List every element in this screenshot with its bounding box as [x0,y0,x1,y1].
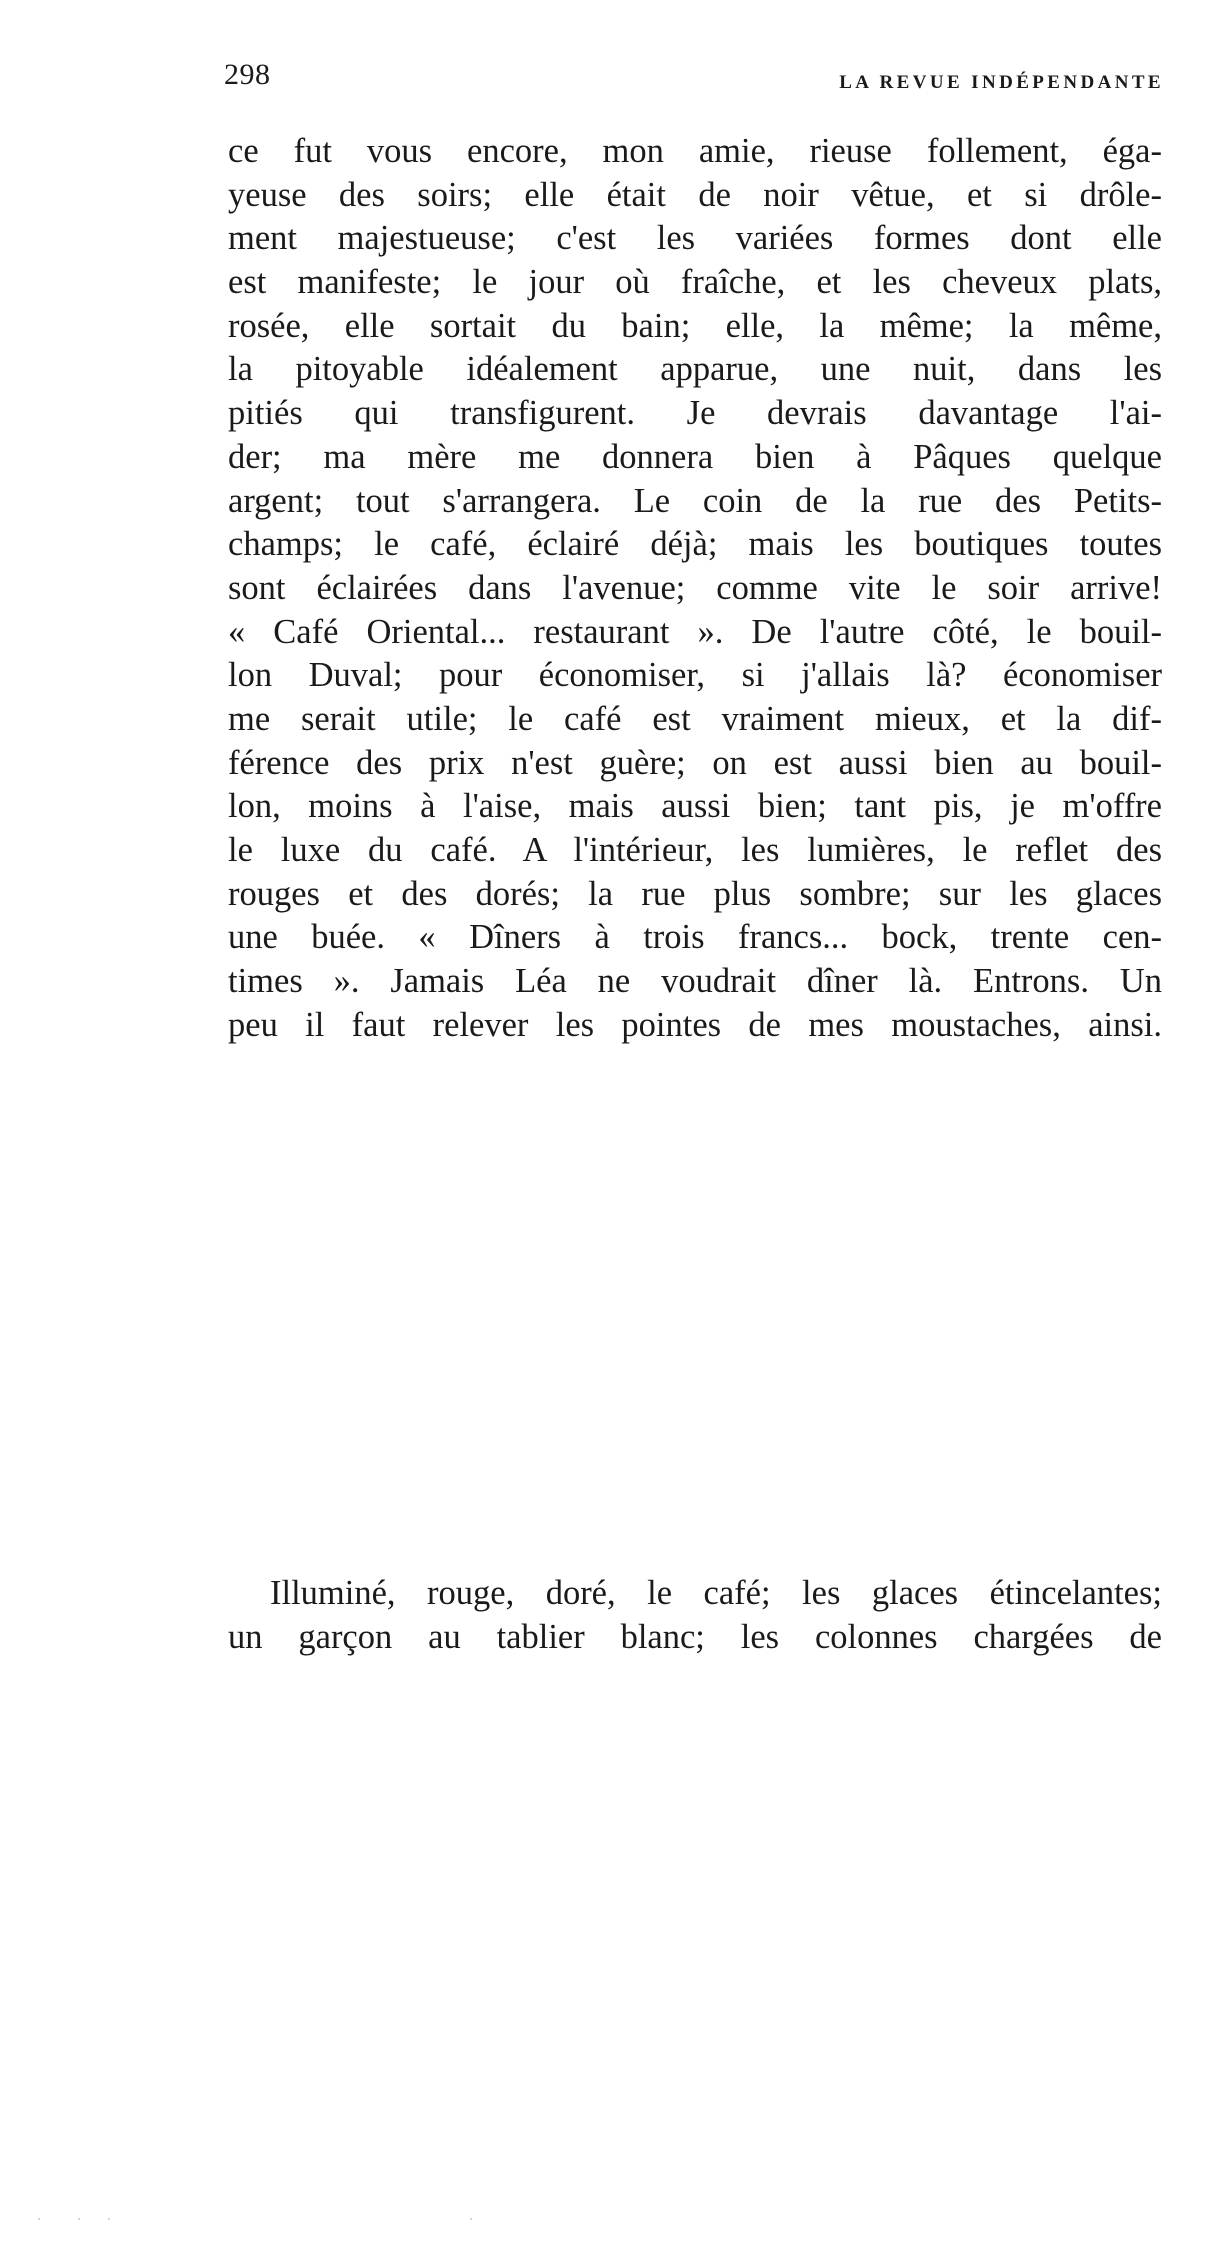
text-line: times ». Jamais Léa ne voudrait dîner là. Entrons. Un [228,962,1162,1001]
text-line: me serait utile; le café est vraiment mieux, et la dif- [228,699,1162,738]
text-line: rosée, elle sortait du bain; elle, la même; la même, [228,306,1162,345]
paragraph [228,1572,1162,1659]
scan-speck [78,2218,80,2220]
text-line: sont éclairées dans l'avenue; comme vite le soir arrive! [228,568,1162,607]
text-line: férence des prix n'est guère; on est aussi bien au bouil- [228,743,1162,782]
text-line: une buée. « Dîners à trois francs... bock, trente cen- [228,918,1162,957]
text-line: rouges et des dorés; la rue plus sombre; sur les glaces [228,874,1162,913]
scan-speck [108,2218,110,2220]
text-line: la pitoyable idéalement apparue, une nuit, dans les [228,350,1162,389]
text-line: peu il faut relever les pointes de mes moustaches, ainsi. [228,1005,1162,1044]
scan-speck [38,2218,40,2220]
page-number: 298 [224,58,271,91]
text-line: argent; tout s'arrangera. Le coin de la rue des Petits- [228,481,1162,520]
text-line: un garçon au tablier blanc; les colonnes chargées de [228,1617,1162,1656]
text-line: Illuminé, rouge, doré, le café; les glaces étincelantes; [270,1574,1162,1612]
text-line: champs; le café, éclairé déjà; mais les boutiques toutes [228,525,1162,564]
text-line: est manifeste; le jour où fraîche, et les cheveux plats, [228,263,1162,302]
text-line: yeuse des soirs; elle était de noir vêtue, et si drôle- [228,175,1162,214]
text-line: ment majestueuse; c'est les variées formes dont elle [228,219,1162,258]
text-line: lon, moins à l'aise, mais aussi bien; tant pis, je m'offre [228,787,1162,826]
paragraph [228,130,1162,1047]
text-line: pitiés qui transfigurent. Je devrais davantage l'ai- [228,394,1162,433]
text-line: ce fut vous encore, mon amie, rieuse follement, éga- [228,132,1162,170]
text-line: « Café Oriental... restaurant ». De l'autre côté, le bouil- [228,612,1162,651]
running-title: LA REVUE INDÉPENDANTE [839,72,1164,93]
running-header [224,58,1164,98]
scan-speck [470,2218,472,2220]
text-line: lon Duval; pour économiser, si j'allais là? économiser [228,656,1162,695]
scan-specks [0,2218,1216,2224]
text-line: le luxe du café. A l'intérieur, les lumières, le reflet des [228,831,1162,869]
text-line: der; ma mère me donnera bien à Pâques quelque [228,437,1162,476]
